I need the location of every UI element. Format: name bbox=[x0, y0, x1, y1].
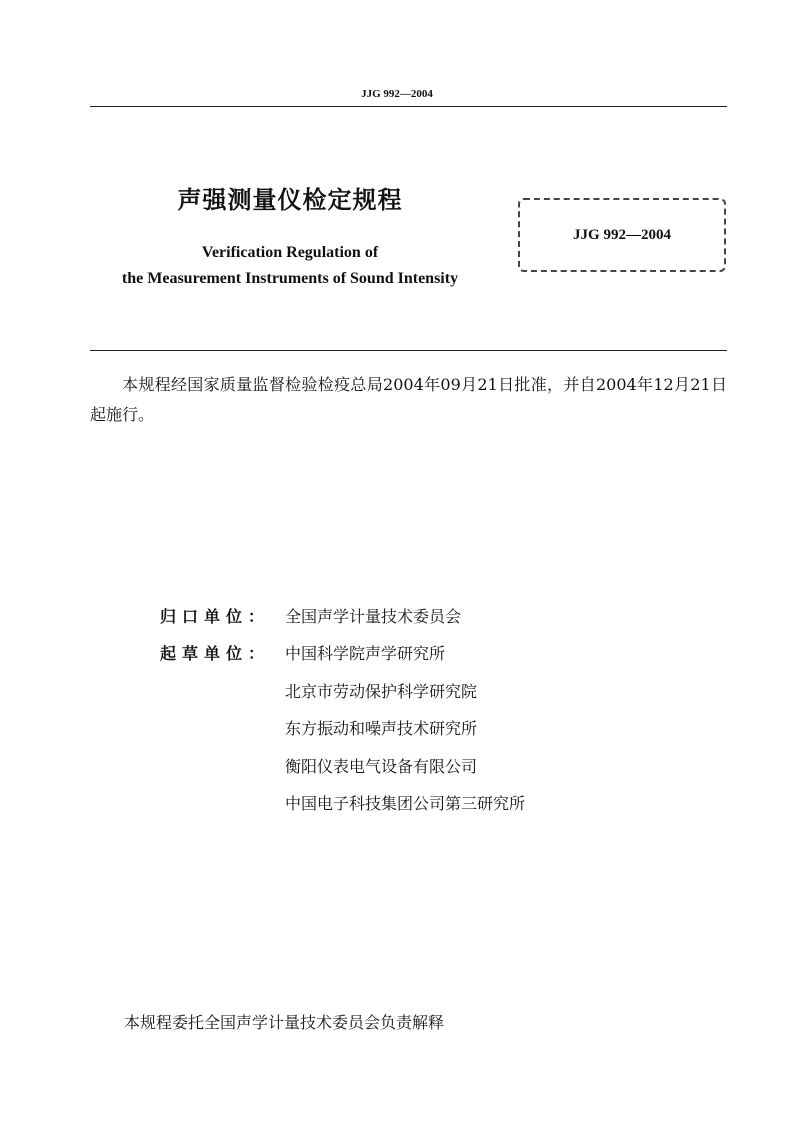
drafting-unit-1: 中国科学院声学研究所 bbox=[285, 644, 446, 663]
drafting-unit-5: 中国电子科技集团公司第三研究所 bbox=[285, 794, 526, 813]
drafting-unit-3: 东方振动和噪声技术研究所 bbox=[285, 719, 478, 738]
regulation-code-box bbox=[518, 198, 726, 272]
title-english-line1: Verification Regulation of bbox=[201, 244, 379, 261]
responsible-unit: 全国声学计量技术委员会 bbox=[285, 607, 462, 626]
regulation-code: JJG 992—2004 bbox=[573, 226, 671, 243]
drafting-unit-label: 起草单位： bbox=[160, 644, 271, 663]
responsible-unit-label: 归口单位： bbox=[160, 607, 271, 626]
running-header: JJG 992—2004 bbox=[361, 88, 433, 100]
drafting-unit-4: 衡阳仪表电气设备有限公司 bbox=[285, 757, 478, 776]
drafting-unit-2: 北京市劳动保护科学研究院 bbox=[285, 682, 478, 701]
approval-statement: 本规程经国家质量监督检验检疫总局2004年09月21日批准，并自2004年12月21日起施行。 bbox=[90, 375, 727, 424]
interpretation-note: 本规程委托全国声学计量技术委员会负责解释 bbox=[124, 1013, 445, 1032]
title-chinese: 声强测量仪检定规程 bbox=[177, 186, 403, 214]
header-rule bbox=[90, 106, 727, 107]
title-rule bbox=[90, 350, 727, 351]
title-english-line2: the Measurement Instruments of Sound Intensity bbox=[121, 270, 459, 287]
